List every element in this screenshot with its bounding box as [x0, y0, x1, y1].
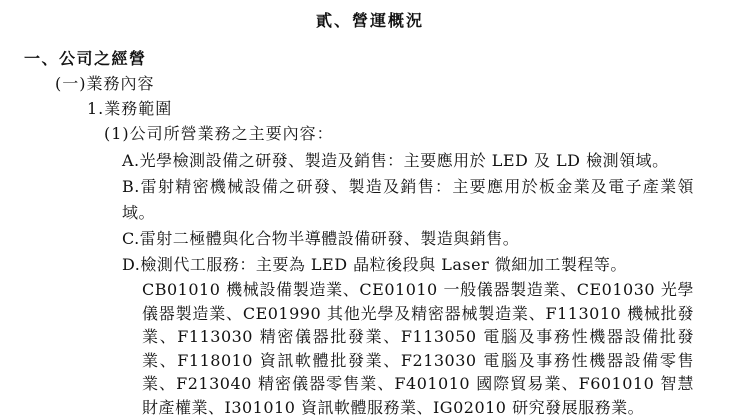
item-label: B. — [122, 177, 140, 196]
item-label: D. — [122, 255, 141, 274]
business-codes-paragraph: CB01010 機械設備製造業、CE01010 一般儀器製造業、CE01030 光學儀器製造業、CE01990 其他光學及精密器械製造業、F113010 機械批發業、F113030 精密儀器批發業、F113050 電腦及事務性機器設備批發業、F118010 資訊軟體批發業、F213030 電腦及事務性機器設備零售業、F213040 精密儀器零售業、F401010 國際貿易業、F601010 智慧財產權業、I301010 資訊軟體服務業、IG02010 研究發展服務業。 — [142, 280, 694, 416]
page-title: 貳、營運概況 — [315, 11, 424, 30]
heading-business-scope: 1.業務範圍 — [87, 99, 173, 118]
heading-main-business-content: (1)公司所營業務之主要內容： — [104, 124, 334, 143]
business-item-list — [122, 148, 694, 278]
list-item-c — [122, 226, 694, 252]
item-text: 雷射精密機械設備之研發、製造及銷售：主要應用於板金業及電子產業領域。 — [122, 177, 694, 222]
item-label: C. — [122, 229, 140, 248]
subsection-heading-business-content: (一)業務內容 — [55, 74, 155, 93]
item-text: 雷射二極體與化合物半導體設備研發、製造與銷售。 — [139, 229, 520, 248]
item-text: 光學檢測設備之研發、製造及銷售：主要應用於 LED 及 LD 檢測領域。 — [139, 151, 669, 170]
section-heading: 一、公司之經營 — [24, 49, 147, 68]
item-text: 檢測代工服務：主要為 LED 晶粒後段與 Laser 微細加工製程等。 — [140, 255, 627, 274]
item-label: A. — [122, 151, 140, 170]
list-item-a — [122, 148, 694, 174]
list-item-d — [122, 252, 694, 278]
list-item-b — [122, 174, 694, 226]
